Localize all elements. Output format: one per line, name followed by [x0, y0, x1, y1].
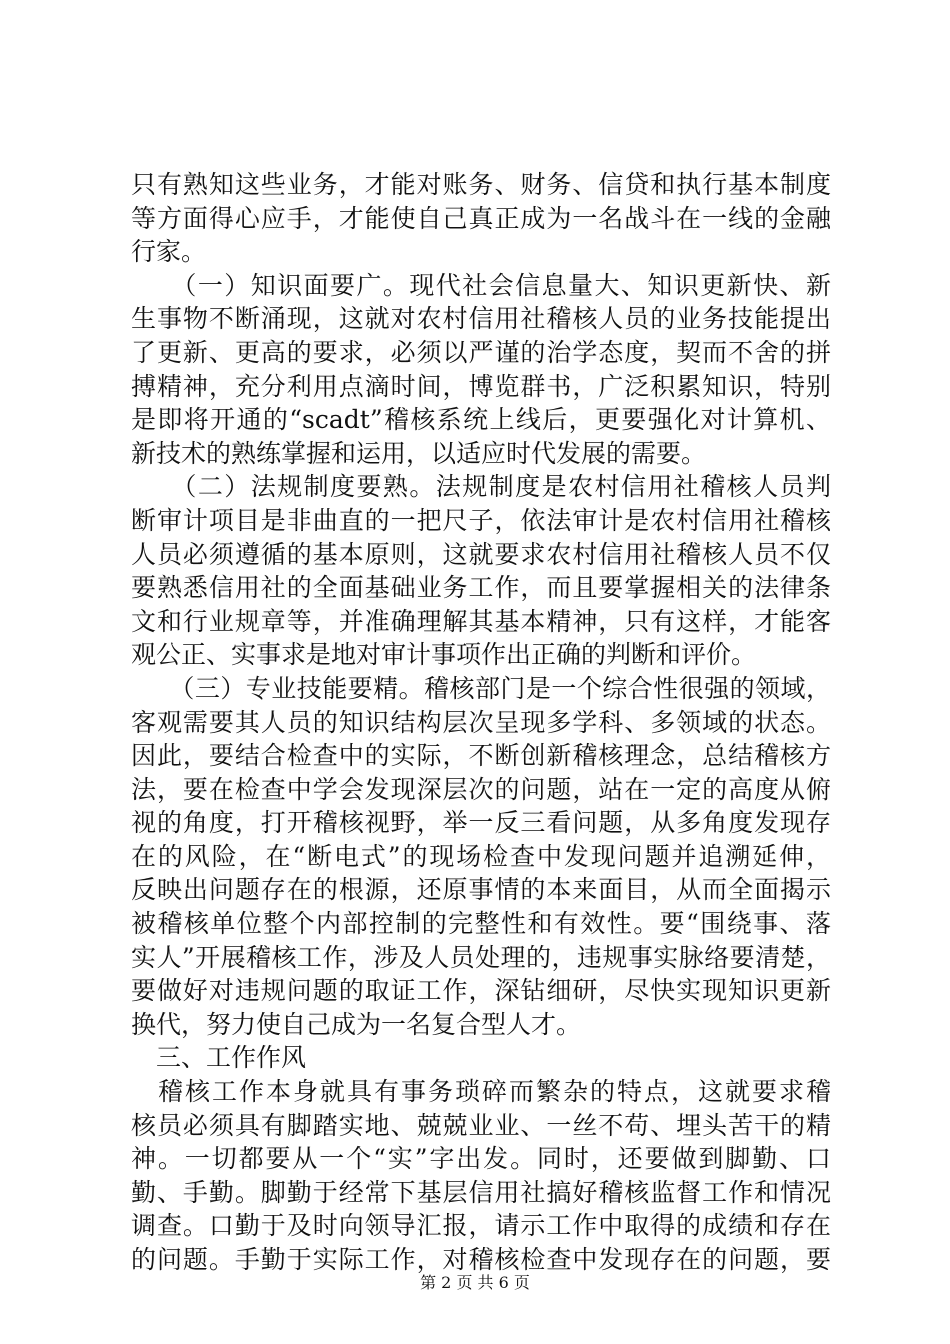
text-line: （二）法规制度要熟。法规制度是农村信用社稽核人员判 — [131, 472, 831, 502]
text-line: 三、工作作风 — [131, 1043, 307, 1073]
text-line: 断审计项目是非曲直的一把尺子，依法审计是农村信用社稽核 — [131, 505, 831, 535]
page-footer: 第 2 页 共 6 页 — [420, 1273, 530, 1292]
text-line: 是即将开通的“scadt”稽核系统上线后，更要强化对计算机、 — [131, 405, 831, 435]
text-line: 行家。 — [131, 237, 207, 267]
text-line: 被稽核单位整个内部控制的完整性和有效性。要“围绕事、落 — [131, 909, 831, 939]
text-line: 文和行业规章等，并准确理解其基本精神，只有这样，才能客 — [131, 606, 831, 636]
text-line: 要熟悉信用社的全面基础业务工作，而且要掌握相关的法律条 — [131, 573, 831, 603]
text-line: 视的角度，打开稽核视野，举一反三看问题，从多角度发现存 — [131, 808, 831, 838]
text-line: 搏精神，充分利用点滴时间，博览群书，广泛积累知识，特别 — [131, 371, 831, 401]
text-line: 的问题。手勤于实际工作，对稽核检查中发现存在的问题，要 — [131, 1245, 831, 1274]
text-line: 人员必须遵循的基本原则，这就要求农村信用社稽核人员不仅 — [131, 539, 831, 569]
text-line: 观公正、实事求是地对审计事项作出正确的判断和评价。 — [131, 640, 757, 670]
text-line: 神。一切都要从一个“实”字出发。同时，还要做到脚勤、口 — [131, 1144, 831, 1174]
text-line: 法，要在检查中学会发现深层次的问题，站在一定的高度从俯 — [131, 774, 831, 804]
text-line: 实人”开展稽核工作，涉及人员处理的，违规事实脉络要清楚， — [131, 942, 831, 972]
text-line: 在的风险，在“断电式”的现场检查中发现问题并追溯延伸， — [131, 841, 831, 871]
text-line: 客观需要其人员的知识结构层次呈现多学科、多领域的状态。 — [131, 707, 831, 737]
text-line: 反映出问题存在的根源，还原事情的本来面目，从而全面揭示 — [131, 875, 831, 905]
text-line: （三）专业技能要精。稽核部门是一个综合性很强的领域， — [131, 673, 831, 703]
text-line: 稽核工作本身就具有事务琐碎而繁杂的特点，这就要求稽 — [131, 1077, 831, 1107]
text-line: 要做好对违规问题的取证工作，深钻细研，尽快实现知识更新 — [131, 976, 831, 1006]
text-line: 生事物不断涌现，这就对农村信用社稽核人员的业务技能提出 — [131, 304, 831, 334]
text-line: 了更新、更高的要求，必须以严谨的治学态度，契而不舍的拼 — [131, 337, 831, 367]
text-line: 新技术的熟练掌握和运用，以适应时代发展的需要。 — [131, 438, 707, 468]
text-line: 等方面得心应手，才能使自己真正成为一名战斗在一线的金融 — [131, 203, 831, 233]
text-line: 核员必须具有脚踏实地、兢兢业业、一丝不苟、埋头苦干的精 — [131, 1110, 831, 1140]
text-line: 只有熟知这些业务，才能对账务、财务、信贷和执行基本制度 — [131, 170, 831, 199]
text-line: 换代，努力使自己成为一名复合型人才。 — [131, 1009, 582, 1039]
text-line: 勤、手勤。脚勤于经常下基层信用社搞好稽核监督工作和情况 — [131, 1177, 831, 1207]
text-line: （一）知识面要广。现代社会信息量大、知识更新快、新 — [131, 270, 831, 300]
text-line: 因此，要结合检查中的实际，不断创新稽核理念，总结稽核方 — [131, 741, 831, 771]
document-body — [131, 168, 831, 1277]
text-line: 调查。口勤于及时向领导汇报，请示工作中取得的成绩和存在 — [131, 1211, 831, 1241]
